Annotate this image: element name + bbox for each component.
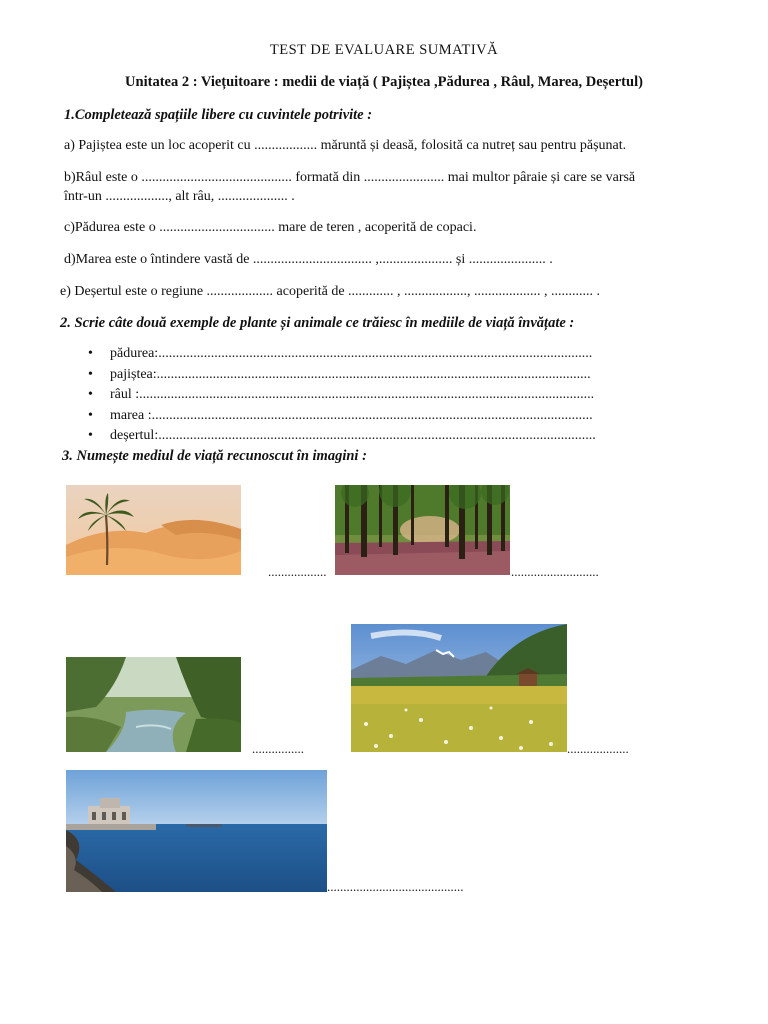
list-item-pajistea: • pajiștea:............................................................................................................................ [88,365,596,386]
answer-line-3[interactable]: ................ [252,741,304,756]
answer-line-1[interactable]: .................. [268,564,327,579]
answer-line-5[interactable]: .......................................... [327,879,464,894]
question-d: d)Marea este o întindere vastă de .................................. ,..................... și ...................... . [64,252,553,267]
sea-coast-icon [66,770,327,892]
list-item-marea: • marea :.............................................................................................................................. [88,406,596,427]
habitat-list [88,344,596,447]
section1-heading: 1.Completează spațiile libere cu cuvintele potrivite : [64,107,373,123]
section2-heading: 2. Scrie câte două exemple de plante și animale ce trăiesc în mediile de viață învățate : [60,315,575,331]
question-c: c)Pădurea este o ................................. mare de teren , acoperită de copaci. [64,220,477,235]
section3-heading: 3. Numește mediul de viață recunoscut în imagini : [62,448,367,464]
unit-subtitle: Unitatea 2 : Viețuitoare : medii de viață ( Pajiștea ,Pădurea , Râul, Marea, Deșertul) [125,74,643,90]
question-a: a) Pajiștea este un loc acoperit cu .................. măruntă și deasă, folosită ca nutreț sau pentru pășunat. [64,138,627,153]
answer-line-2[interactable]: ........................... [511,564,599,579]
list-item-desertul: • deșertul:............................................................................................................................. [88,426,596,447]
forest-trees-icon [335,485,510,575]
question-b-line1: b)Râul este o ........................................... formată din ....................... mai multor pâraie și care se varsă [64,170,636,185]
list-item-raul: • râul :.................................................................................................................................. [88,385,596,406]
desert-palm-dunes-icon [66,485,241,575]
list-item-padurea: • pădurea:............................................................................................................................ [88,344,596,365]
river-stream-icon [66,657,241,752]
sea-photo [66,770,327,892]
page-title: TEST DE EVALUARE SUMATIVĂ [269,42,499,58]
river-photo [66,657,241,752]
question-e: e) Deșertul este o regiune ................... acoperită de ............. , .................., ................... , ............ . [60,284,601,299]
question-b-line2: într-un .................., alt râu, .................... . [64,189,295,204]
meadow-mountains-icon [351,624,567,752]
answer-line-4[interactable]: ................... [567,741,629,756]
meadow-photo [351,624,567,752]
forest-photo [335,485,510,575]
desert-photo [66,485,241,575]
